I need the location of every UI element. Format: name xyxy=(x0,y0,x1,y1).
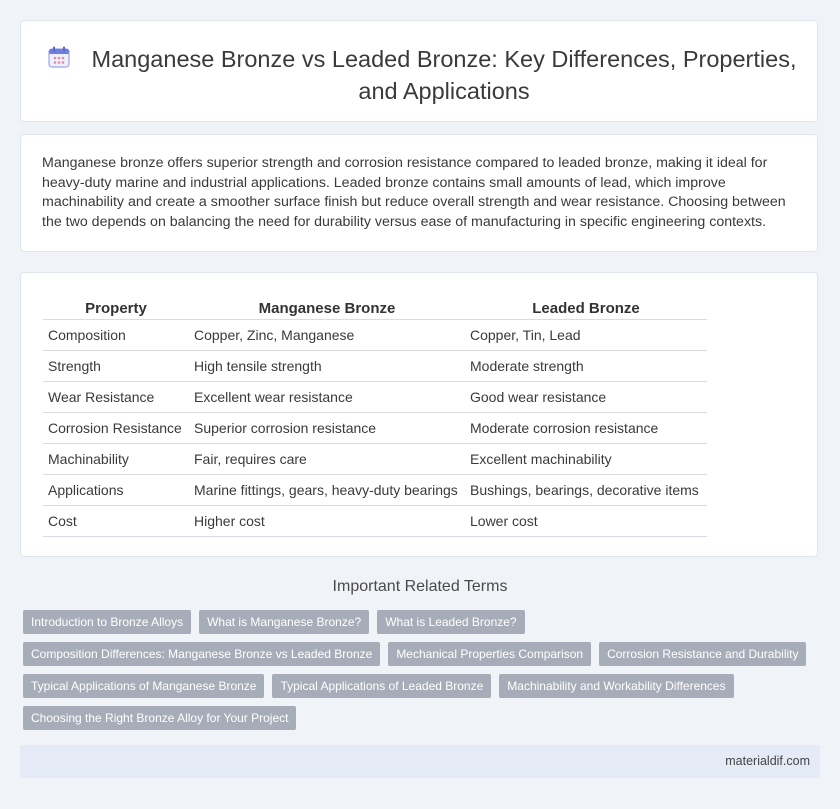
table-cell: Cost xyxy=(43,506,189,537)
table-row xyxy=(43,413,707,444)
related-term-tag[interactable]: Corrosion Resistance and Durability xyxy=(599,642,806,666)
calendar-icon xyxy=(48,46,70,68)
related-term-tag[interactable]: Typical Applications of Manganese Bronze xyxy=(23,674,264,698)
table-cell: Strength xyxy=(43,351,189,382)
table-cell: Fair, requires care xyxy=(189,444,465,475)
table-row xyxy=(43,506,707,537)
related-terms-list xyxy=(23,610,813,738)
table-cell: Good wear resistance xyxy=(465,382,707,413)
related-term-tag[interactable]: Mechanical Properties Comparison xyxy=(388,642,591,666)
table-cell: Wear Resistance xyxy=(43,382,189,413)
table-row xyxy=(43,444,707,475)
table-cell: High tensile strength xyxy=(189,351,465,382)
table-cell: Machinability xyxy=(43,444,189,475)
table-cell: Excellent machinability xyxy=(465,444,707,475)
column-header-property: Property xyxy=(85,299,147,317)
table-cell: Corrosion Resistance xyxy=(43,413,189,444)
table-cell: Bushings, bearings, decorative items xyxy=(465,475,707,506)
intro-card xyxy=(20,134,818,252)
intro-paragraph: Manganese bronze offers superior strength and corrosion resistance compared to leaded bronze, making it ideal for heavy-duty marine and industrial applications. Leaded bronze contains small amounts of lead, which improve machinability and create a smoother surface finish but reduce overall strength and wear resistance. Choosing between the two depends on balancing the need for durability versus ease of manufacturing in specific engineering contexts. xyxy=(42,155,786,230)
table-cell: Excellent wear resistance xyxy=(189,382,465,413)
footer-site-link[interactable]: materialdif.com xyxy=(725,754,810,768)
table-cell: Superior corrosion resistance xyxy=(189,413,465,444)
table-cell: Moderate corrosion resistance xyxy=(465,413,707,444)
related-term-tag[interactable]: What is Manganese Bronze? xyxy=(199,610,369,634)
related-term-tag[interactable]: Composition Differences: Manganese Bronze vs Leaded Bronze xyxy=(23,642,380,666)
related-term-tag[interactable]: Introduction to Bronze Alloys xyxy=(23,610,191,634)
table-cell: Higher cost xyxy=(189,506,465,537)
table-cell: Lower cost xyxy=(465,506,707,537)
related-term-tag[interactable]: Typical Applications of Leaded Bronze xyxy=(272,674,491,698)
related-term-tag[interactable]: Machinability and Workability Differences xyxy=(499,674,733,698)
page-title: Manganese Bronze vs Leaded Bronze: Key Differences, Properties, and Applications xyxy=(91,46,797,104)
title-card xyxy=(20,20,818,122)
table-row xyxy=(43,351,707,382)
related-term-tag[interactable]: What is Leaded Bronze? xyxy=(377,610,524,634)
column-header-leaded-bronze: Leaded Bronze xyxy=(532,299,640,317)
table-cell: Applications xyxy=(43,475,189,506)
comparison-table-card xyxy=(20,272,818,557)
comparison-table xyxy=(43,294,707,537)
table-header-row xyxy=(43,294,707,319)
table-cell: Marine fittings, gears, heavy-duty bearings xyxy=(189,475,465,506)
table-row xyxy=(43,475,707,506)
table-cell: Copper, Tin, Lead xyxy=(465,320,707,351)
related-term-tag[interactable]: Choosing the Right Bronze Alloy for Your Project xyxy=(23,706,296,730)
table-cell: Moderate strength xyxy=(465,351,707,382)
table-row xyxy=(43,320,707,351)
related-terms-heading: Important Related Terms xyxy=(332,578,508,595)
table-row xyxy=(43,382,707,413)
footer xyxy=(20,745,820,778)
column-header-manganese-bronze: Manganese Bronze xyxy=(258,299,396,317)
table-cell: Copper, Zinc, Manganese xyxy=(189,320,465,351)
table-cell: Composition xyxy=(43,320,189,351)
